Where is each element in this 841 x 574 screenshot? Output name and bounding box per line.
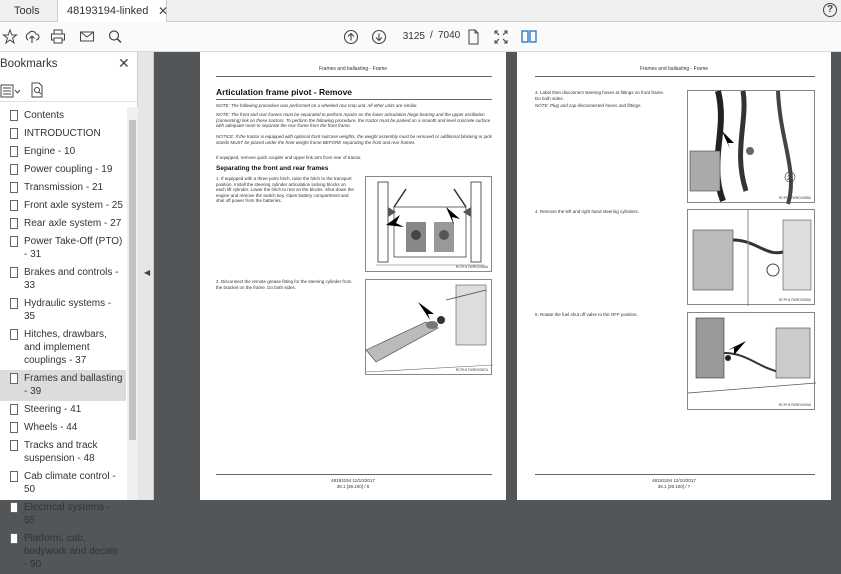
- next-page-icon[interactable]: [371, 28, 387, 46]
- step-2: 2. Disconnect the remote grease fitting for the steering cylinder from the bracket on the frame. Do both sides.: [216, 279, 352, 290]
- figure-1-caption: RCPH17WRD0086A: [455, 265, 488, 269]
- document-viewer: [155, 52, 841, 500]
- page-number-input[interactable]: [398, 27, 425, 45]
- header-rule: [216, 76, 492, 77]
- page-separator: /: [430, 30, 433, 41]
- page-icon: [10, 502, 18, 513]
- bookmark-item[interactable]: Platform, cab, bodywork and decals - 90: [0, 530, 126, 574]
- scrollbar-thumb[interactable]: [129, 120, 136, 440]
- paragraph: If equipped, remove quick coupler and upper link arm from rear of tractor.: [216, 155, 362, 160]
- bookmark-item[interactable]: Wheels - 44: [0, 419, 126, 437]
- footer-rule: [216, 474, 492, 475]
- footer-doc-id: 48193194 12/10/2017: [652, 478, 696, 483]
- figure-2-caption: RCPH17WRD0087A: [455, 368, 488, 372]
- bookmark-search-icon[interactable]: [30, 82, 44, 99]
- steering-cylinder-illustration: [366, 280, 493, 376]
- figure-4-caption: RCPH17WRD0089A: [778, 298, 811, 302]
- bookmark-item-selected[interactable]: Frames and ballasting - 39: [0, 370, 126, 401]
- star-icon[interactable]: [3, 28, 17, 46]
- figure-3: [687, 90, 815, 203]
- bookmark-item[interactable]: Front axle system - 25: [0, 197, 126, 215]
- page-footer: [200, 478, 506, 490]
- page-header: Frames and ballasting - Frame: [639, 66, 709, 72]
- page-icon: [10, 373, 18, 384]
- bookmark-item[interactable]: Electrical systems - 55: [0, 499, 126, 530]
- figure-3-caption: RCPH17WRD0088A: [778, 196, 811, 200]
- figure-4: [687, 209, 815, 305]
- fit-page-icon[interactable]: [492, 28, 510, 46]
- page-icon: [10, 200, 18, 211]
- bookmark-item[interactable]: INTRODUCTION: [0, 125, 126, 143]
- page-header: Frames and ballasting - Frame: [318, 66, 388, 72]
- page-icon: [10, 110, 18, 121]
- bookmark-item[interactable]: Power Take-Off (PTO) - 31: [0, 233, 126, 264]
- page-icon: [10, 329, 18, 340]
- bookmark-item[interactable]: Contents: [0, 107, 126, 125]
- steering-cylinders-illustration: [688, 210, 816, 306]
- page-icon: [10, 422, 18, 433]
- page-icon: [10, 146, 18, 157]
- toolbar: [0, 22, 841, 52]
- bookmark-item[interactable]: Power coupling - 19: [0, 161, 126, 179]
- tab-document-label: 48193194-linked: [67, 5, 149, 17]
- figure-5: [687, 312, 815, 410]
- bookmark-item[interactable]: Hydraulic systems - 35: [0, 295, 126, 326]
- bookmark-item[interactable]: Cab climate control - 50: [0, 468, 126, 499]
- step-3: 3. Label then disconnect steering hoses at fittings on front frame. Do both sides.: [535, 90, 665, 101]
- close-tab-icon[interactable]: ✕: [157, 4, 168, 18]
- tractor-rear-illustration: [366, 177, 493, 273]
- page-icon: [10, 182, 18, 193]
- page-icon: [10, 236, 18, 247]
- page-icon: [10, 471, 18, 482]
- options-menu-icon[interactable]: [0, 83, 22, 99]
- step-1: 1. If equipped with a three point hitch, raise the hitch to the transport position. Install the steering cylinder articulation locking blocks on each lift cylinder. Lower the hitch to rest on the blocks. Shut down the engine and remove the switch key. Open battery compartment and shut off power from the batteries.: [216, 176, 354, 204]
- svg-text:2: 2: [787, 176, 791, 182]
- bookmarks-panel: [0, 52, 138, 570]
- page-icon: [10, 164, 18, 175]
- total-pages: 7040: [438, 30, 461, 41]
- subsection-title: Separating the front and rear frames: [216, 165, 329, 172]
- notice: NOTICE: If the tractor is equipped with optional front suitcase weights, the weight assembly must be removed or additional blocking or jack stands MUST be placed under the front weight frame BEFORE separating the front and rear frames.: [216, 134, 492, 145]
- fuel-valve-illustration: [688, 313, 816, 411]
- step-4: 4. Remove the left and right hand steering cylinders.: [535, 209, 640, 214]
- page-icon: [10, 128, 18, 139]
- bookmark-item[interactable]: Engine - 10: [0, 143, 126, 161]
- page-icon: [10, 404, 18, 415]
- bookmark-item[interactable]: Hitches, drawbars, and implement couplings - 37: [0, 326, 126, 370]
- tab-bar: [0, 0, 841, 22]
- email-icon[interactable]: [79, 28, 95, 46]
- bookmarks-toolbar: [0, 80, 137, 102]
- bookmark-item[interactable]: Rear axle system - 27: [0, 215, 126, 233]
- footer-page-ref: 39.1 [39.100] / 7: [657, 484, 691, 489]
- bookmark-item[interactable]: Steering - 41: [0, 401, 126, 419]
- close-icon[interactable]: ✕: [118, 55, 130, 71]
- pdf-page-left: [200, 52, 506, 500]
- zoom-search-icon[interactable]: [107, 28, 123, 46]
- page-icon: [10, 440, 18, 451]
- bookmarks-title: Bookmarks: [0, 58, 58, 70]
- select-tool-icon[interactable]: [466, 28, 480, 46]
- footer-page-ref: 39.1 [39.100] / 6: [336, 484, 370, 489]
- bookmarks-list: [0, 107, 126, 570]
- page-icon: [10, 533, 18, 544]
- page-footer: [517, 478, 831, 490]
- tab-tools[interactable]: Tools: [14, 5, 40, 17]
- figure-2: [365, 279, 492, 375]
- previous-page-icon[interactable]: [343, 28, 359, 46]
- upload-icon[interactable]: [24, 28, 40, 46]
- steering-hoses-illustration: [688, 91, 816, 204]
- page-icon: [10, 218, 18, 229]
- header-rule: [535, 76, 815, 77]
- pdf-page-right: [517, 52, 831, 500]
- print-icon[interactable]: [50, 28, 66, 46]
- section-title: Articulation frame pivot - Remove: [216, 87, 353, 97]
- bookmark-item[interactable]: Tracks and track suspension - 48: [0, 437, 126, 468]
- bookmark-item[interactable]: Transmission - 21: [0, 179, 126, 197]
- collapse-panel-icon[interactable]: ◀: [144, 268, 151, 277]
- footer-rule: [535, 474, 815, 475]
- step-5: 5. Rotate the fuel shut off valve to the OFF position.: [535, 312, 638, 317]
- note-1: NOTE: The following procedure was performed on a wheeled row crop unit. All other units are similar.: [216, 103, 418, 108]
- figure-5-caption: RCPH17WRD0090A: [778, 403, 811, 407]
- note-3: NOTE: Plug and cap disconnected hoses and fittings.: [535, 103, 642, 108]
- footer-doc-id: 48193194 12/10/2017: [331, 478, 375, 483]
- help-icon[interactable]: ?: [823, 3, 837, 17]
- figure-1: [365, 176, 492, 272]
- page-icon: [10, 267, 18, 278]
- note-2: NOTE: The front and rear frames must be separated to perform repairs on the lower articulation hinge bearing and the upper oscillation (connecting) link on these tractors. To perform the following procedure, the tractor must be parked on a smooth and level concrete surface with adequate room to separate the rear frame from the front frame.: [216, 112, 491, 129]
- title-rule: [216, 99, 492, 100]
- two-page-view-icon[interactable]: [520, 28, 538, 46]
- tab-document[interactable]: [57, 0, 167, 23]
- page-icon: [10, 298, 18, 309]
- bookmark-item[interactable]: Brakes and controls - 33: [0, 264, 126, 295]
